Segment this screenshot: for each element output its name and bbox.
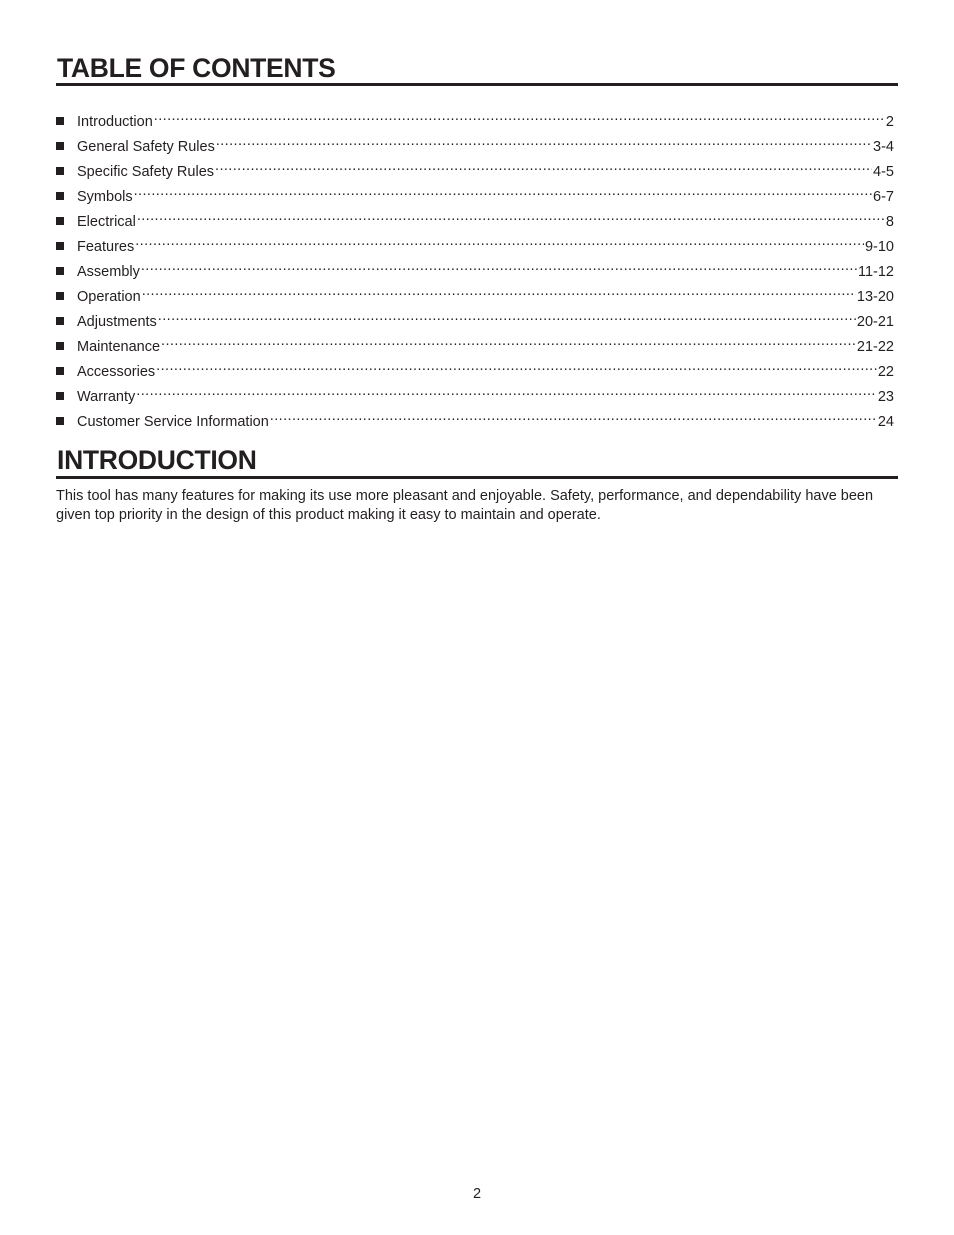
toc-item-page: 13-20 [856, 289, 894, 305]
square-bullet-icon [56, 267, 64, 275]
toc-item-label: Operation [77, 289, 141, 305]
toc-item-label: Customer Service Information [77, 414, 269, 430]
toc-item-adjustments[interactable] [56, 306, 894, 331]
toc-item-page: 3-4 [873, 139, 894, 155]
toc-item-label: Accessories [77, 364, 156, 380]
toc-heading: TABLE OF CONTENTS [57, 53, 336, 83]
toc-item-symbols[interactable] [56, 181, 894, 206]
dot-leader [270, 406, 877, 426]
dot-leader [135, 231, 864, 251]
toc-item-page: 8 [885, 214, 894, 230]
toc-item-page: 11-12 [857, 264, 894, 280]
dot-leader [136, 381, 877, 401]
toc-item-electrical[interactable] [56, 206, 894, 231]
dot-leader [156, 356, 877, 376]
toc-item-accessories[interactable] [56, 356, 894, 381]
introduction-paragraph: This tool has many features for making its use more pleasant and enjoyable. Safety, performance, and dependability have been given top priority in the design of this product making it easy to maintain and operate. [56, 488, 874, 523]
square-bullet-icon [56, 192, 64, 200]
square-bullet-icon [56, 417, 64, 425]
toc-item-label: Maintenance [77, 339, 161, 355]
dot-leader [142, 281, 856, 301]
toc-item-label: Warranty [77, 389, 136, 405]
square-bullet-icon [56, 367, 64, 375]
toc-item-specific-safety-rules[interactable] [56, 156, 894, 181]
toc-item-general-safety-rules[interactable] [56, 131, 894, 156]
toc-item-label: Specific Safety Rules [77, 164, 215, 180]
toc-item-label: Features [77, 239, 135, 255]
toc-item-page: 6-7 [873, 189, 894, 205]
toc-item-page: 22 [877, 364, 894, 380]
dot-leader [137, 206, 885, 226]
toc-item-page: 9-10 [864, 239, 894, 255]
toc-heading-rule [56, 83, 898, 86]
toc-item-page: 2 [885, 114, 894, 130]
toc-item-assembly[interactable] [56, 256, 894, 281]
dot-leader [161, 331, 856, 351]
page-number: 2 [472, 1186, 482, 1202]
toc-item-page: 23 [877, 389, 894, 405]
toc-list [56, 106, 894, 431]
square-bullet-icon [56, 342, 64, 350]
square-bullet-icon [56, 242, 64, 250]
toc-item-maintenance[interactable] [56, 331, 894, 356]
dot-leader [154, 106, 885, 126]
toc-item-page: 21-22 [856, 339, 894, 355]
introduction-heading-rule [56, 476, 898, 479]
toc-item-warranty[interactable] [56, 381, 894, 406]
square-bullet-icon [56, 392, 64, 400]
toc-item-label: General Safety Rules [77, 139, 215, 155]
toc-item-label: Symbols [77, 189, 133, 205]
square-bullet-icon [56, 142, 64, 150]
toc-item-page: 4-5 [873, 164, 894, 180]
dot-leader [216, 131, 872, 151]
square-bullet-icon [56, 217, 64, 225]
introduction-heading: INTRODUCTION [57, 445, 257, 475]
dot-leader [215, 156, 872, 176]
dot-leader [134, 181, 872, 201]
toc-item-page: 24 [877, 414, 894, 430]
toc-item-features[interactable] [56, 231, 894, 256]
dot-leader [158, 306, 856, 326]
square-bullet-icon [56, 167, 64, 175]
toc-item-operation[interactable] [56, 281, 894, 306]
toc-item-introduction[interactable] [56, 106, 894, 131]
square-bullet-icon [56, 292, 64, 300]
dot-leader [141, 256, 857, 276]
toc-item-label: Electrical [77, 214, 136, 230]
toc-item-page: 20-21 [856, 314, 894, 330]
toc-item-label: Assembly [77, 264, 140, 280]
toc-item-customer-service-information[interactable] [56, 406, 894, 431]
toc-item-label: Introduction [77, 114, 153, 130]
toc-item-label: Adjustments [77, 314, 157, 330]
square-bullet-icon [56, 317, 64, 325]
square-bullet-icon [56, 117, 64, 125]
